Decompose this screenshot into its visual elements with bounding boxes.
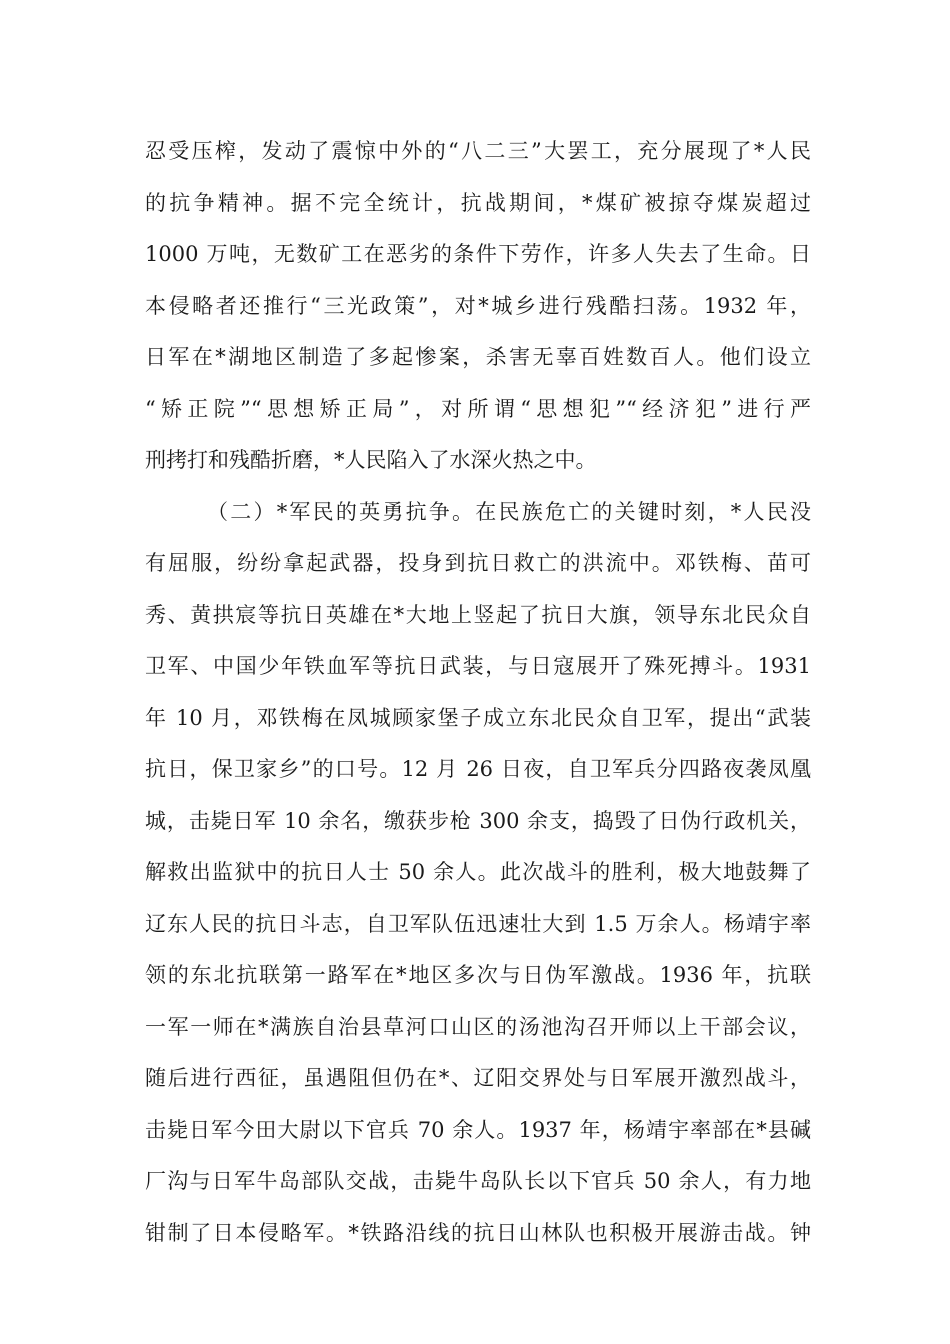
text-line: 一军一师在*满族自治县草河口山区的汤池沟召开师以上干部会议，	[145, 1014, 811, 1039]
text-line: 卫军、中国少年铁血军等抗日武装，与日寇展开了殊死搏斗。1931	[145, 654, 811, 678]
text-line: 有屈服，纷纷拿起武器，投身到抗日救亡的洪流中。邓铁梅、苗可	[145, 551, 811, 575]
text-line: 日军在*湖地区制造了多起惨案，杀害无辜百姓数百人。他们设立	[145, 345, 811, 369]
text-line: 1000 万吨，无数矿工在恶劣的条件下劳作，许多人失去了生命。日	[145, 242, 811, 266]
text-line: 随后进行西征，虽遇阻但仍在*、辽阳交界处与日军展开激烈战斗，	[145, 1066, 811, 1090]
document-body	[145, 126, 811, 1259]
text-line: 的抗争精神。据不完全统计，抗战期间，*煤矿被掠夺煤炭超过	[145, 190, 811, 215]
text-line: 领的东北抗联第一路军在*地区多次与日伪军激战。1936 年，抗联	[145, 963, 811, 987]
text-line: 本侵略者还推行“三光政策”，对*城乡进行残酷扫荡。1932 年，	[145, 293, 811, 318]
text-line: “矫正院”“思想矫正局”，对所谓“思想犯”“经济犯”进行严	[145, 396, 811, 421]
text-line: 秀、黄拱宸等抗日英雄在*大地上竖起了抗日大旗，领导东北民众自	[145, 602, 811, 627]
text-line: 忍受压榨，发动了震惊中外的“八二三”大罢工，充分展现了*人民	[145, 139, 811, 163]
text-line: 年 10 月，邓铁梅在凤城顾家堡子成立东北民众自卫军，提出“武装	[145, 705, 811, 730]
text-line: 钳制了日本侵略军。*铁路沿线的抗日山林队也积极开展游击战。钟	[145, 1220, 811, 1245]
section-heading-line: （二）*军民的英勇抗争。在民族危亡的关键时刻，*人民没	[207, 499, 811, 524]
text-line: 厂沟与日军牛岛部队交战，击毙牛岛队长以下官兵 50 余人，有力地	[145, 1169, 811, 1193]
text-line: 解救出监狱中的抗日人士 50 余人。此次战斗的胜利，极大地鼓舞了	[145, 860, 811, 884]
text-line: 抗日，保卫家乡”的口号。12 月 26 日夜，自卫军兵分四路夜袭凤凰	[145, 757, 811, 781]
text-line: 城，击毙日军 10 余名，缴获步枪 300 余支，捣毁了日伪行政机关，	[145, 808, 811, 833]
text-line: 辽东人民的抗日斗志，自卫军队伍迅速壮大到 1.5 万余人。杨靖宇率	[145, 911, 811, 936]
text-line: 刑拷打和残酷折磨，*人民陷入了水深火热之中。	[145, 448, 597, 472]
text-line: 击毙日军今田大尉以下官兵 70 余人。1937 年，杨靖宇率部在*县碱	[145, 1117, 811, 1142]
